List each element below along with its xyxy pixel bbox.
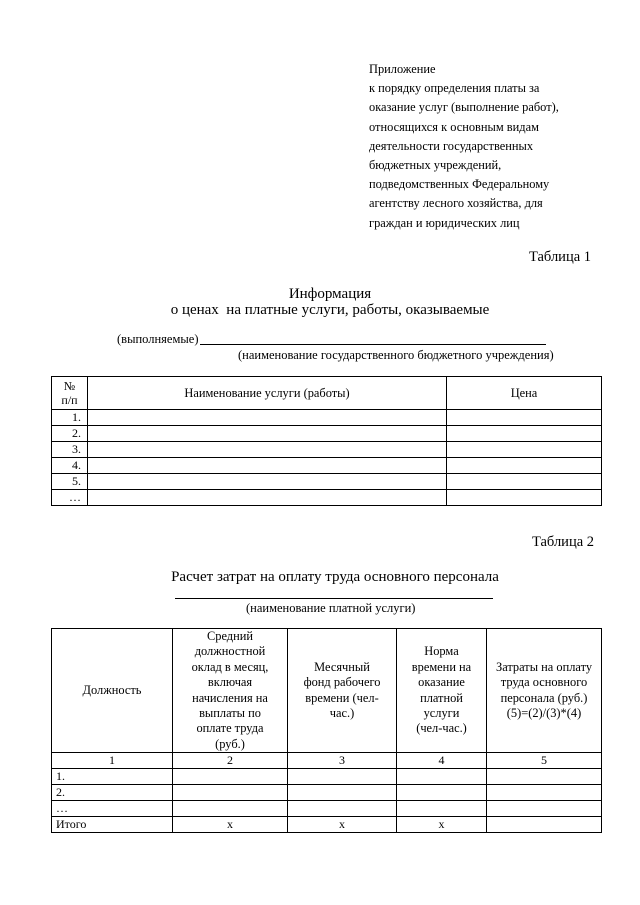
table-row <box>52 490 602 506</box>
appendix-line: граждан и юридических лиц <box>369 215 520 230</box>
column-index: 2 <box>173 753 288 769</box>
column-index-row <box>52 753 602 769</box>
table1-subtitle: о ценах на платные услуги, работы, оказываемые <box>170 302 490 318</box>
time-norm-cell[interactable] <box>397 785 487 801</box>
time-norm-cell[interactable] <box>397 801 487 817</box>
table1-prefix: (выполняемые) <box>117 332 199 346</box>
price-cell[interactable] <box>447 426 602 442</box>
column-index: 5 <box>487 753 602 769</box>
salary-cell[interactable] <box>173 801 288 817</box>
row-number: 1. <box>52 769 173 785</box>
appendix-line: к порядку определения платы за <box>369 81 540 96</box>
appendix-note <box>369 60 619 233</box>
appendix-line: подведомственных Федеральному <box>369 177 550 192</box>
price-cell[interactable] <box>447 490 602 506</box>
row-number: … <box>52 490 88 506</box>
row-number: … <box>52 801 173 817</box>
labor-costs-cell[interactable] <box>487 801 602 817</box>
work-time-fund-cell[interactable] <box>288 785 397 801</box>
table1-label: Таблица 1 <box>529 249 592 265</box>
row-number: 4. <box>52 458 88 474</box>
header-service-name: Наименование услуги (работы) <box>88 377 447 410</box>
appendix-line: Приложение <box>369 62 436 76</box>
row-number: 1. <box>52 410 88 426</box>
row-number: 2. <box>52 426 88 442</box>
table-row <box>52 474 602 490</box>
x-mark: x <box>173 817 288 833</box>
x-mark: x <box>288 817 397 833</box>
labor-costs-cell[interactable] <box>487 785 602 801</box>
header-work-time-fund: Месячный фонд рабочего времени (чел-час.) <box>288 629 397 753</box>
appendix-line: агентству лесного хозяйства, для <box>369 196 543 211</box>
row-number: 5. <box>52 474 88 490</box>
work-time-fund-cell[interactable] <box>288 801 397 817</box>
service-name-cell[interactable] <box>88 474 447 490</box>
table-row <box>52 785 602 801</box>
table-row <box>52 458 602 474</box>
total-label: Итого <box>52 817 173 833</box>
work-time-fund-cell[interactable] <box>288 769 397 785</box>
time-norm-cell[interactable] <box>397 769 487 785</box>
labor-costs-table <box>51 628 602 833</box>
labor-costs-cell[interactable] <box>487 769 602 785</box>
table-row <box>52 442 602 458</box>
header-time-norm: Норма времени на оказание платной услуги (чел-час.) <box>397 629 487 753</box>
service-name-cell[interactable] <box>88 458 447 474</box>
header-position: Должность <box>52 629 173 753</box>
appendix-line: относящихся к основным видам <box>369 119 539 134</box>
header-price: Цена <box>447 377 602 410</box>
appendix-line: бюджетных учреждений, <box>369 158 502 173</box>
service-name-cell[interactable] <box>88 490 447 506</box>
column-index: 3 <box>288 753 397 769</box>
table-row <box>52 410 602 426</box>
appendix-line: оказание услуг (выполнение работ), <box>369 100 559 115</box>
header-num: № п/п <box>52 377 88 410</box>
table1-title: Информация <box>288 286 372 302</box>
row-number: 2. <box>52 785 173 801</box>
table-header-row <box>52 377 602 410</box>
table-row <box>52 769 602 785</box>
institution-name-line[interactable] <box>200 344 546 345</box>
table2-label: Таблица 2 <box>532 534 595 550</box>
table-row <box>52 426 602 442</box>
service-name-cell[interactable] <box>88 426 447 442</box>
price-cell[interactable] <box>447 474 602 490</box>
table2-caption: (наименование платной услуги) <box>246 601 416 615</box>
header-salary: Средний должностной оклад в месяц, включая начисления на выплаты по оплате труда (руб.) <box>173 629 288 753</box>
total-row <box>52 817 602 833</box>
table-row <box>52 801 602 817</box>
row-number: 3. <box>52 442 88 458</box>
column-index: 4 <box>397 753 487 769</box>
appendix-line: деятельности государственных <box>369 138 534 153</box>
salary-cell[interactable] <box>173 769 288 785</box>
column-index: 1 <box>52 753 173 769</box>
price-cell[interactable] <box>447 442 602 458</box>
salary-cell[interactable] <box>173 785 288 801</box>
total-labor-costs-cell[interactable] <box>487 817 602 833</box>
table-header-row <box>52 629 602 753</box>
service-name-cell[interactable] <box>88 442 447 458</box>
header-labor-costs: Затраты на оплату труда основного персонала (руб.) (5)=(2)/(3)*(4) <box>487 629 602 753</box>
service-name-cell[interactable] <box>88 410 447 426</box>
service-name-line[interactable] <box>175 598 493 599</box>
table2-title: Расчет затрат на оплату труда основного персонала <box>171 569 499 585</box>
prices-table <box>51 376 602 506</box>
table1-caption: (наименование государственного бюджетного учреждения) <box>238 348 554 362</box>
price-cell[interactable] <box>447 458 602 474</box>
x-mark: x <box>397 817 487 833</box>
price-cell[interactable] <box>447 410 602 426</box>
